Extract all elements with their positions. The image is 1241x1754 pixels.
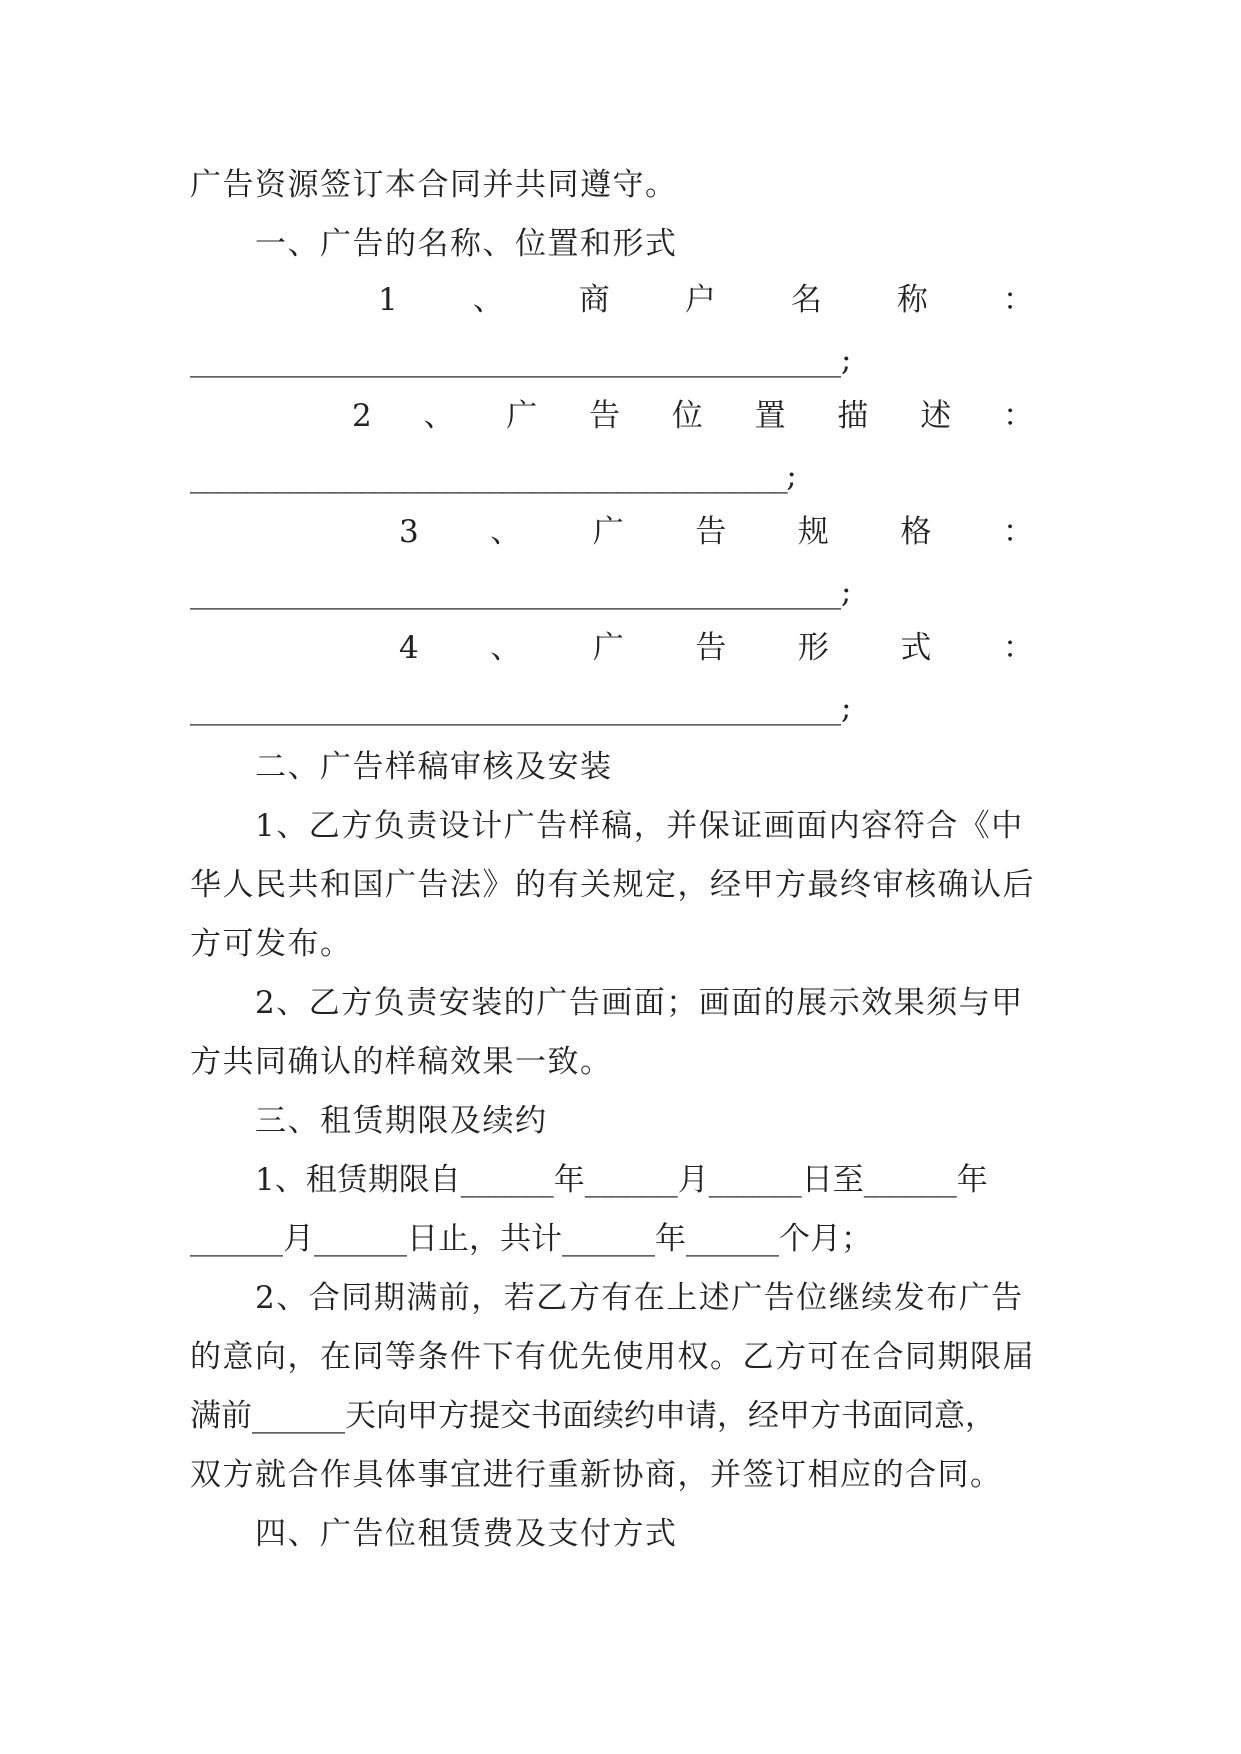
blank-fill-line: __________________________________________; — [190, 690, 852, 726]
paragraph-line: 方共同确认的样稿效果一致。 — [190, 1044, 613, 1080]
blank-fill-line: __________________________________________; — [190, 342, 852, 378]
paragraph-line: 1、租赁期限自______年______月______日至______年 — [255, 1162, 988, 1198]
blank-fill-line: __________________________________________; — [190, 574, 852, 610]
paragraph-line: 双方就合作具体事宜进行重新协商，并签订相应的合同。 — [190, 1457, 1003, 1493]
field-label-merchant-name: 1 、 商 户 名 称 ： — [378, 282, 1034, 318]
paragraph-line: 的意向，在同等条件下有优先使用权。乙方可在合同期限届 — [190, 1339, 1035, 1375]
paragraph-line: ______月______日止，共计______年______个月； — [190, 1221, 872, 1257]
field-label-ad-location: 2 、 广 告 位 置 描 述 ： — [352, 398, 1034, 434]
section-heading-4: 四、广告位租赁费及支付方式 — [255, 1516, 678, 1552]
paragraph-line: 广告资源签订本合同并共同遵守。 — [190, 167, 678, 203]
section-heading-1: 一、广告的名称、位置和形式 — [255, 226, 678, 262]
paragraph-line: 2、合同期满前，若乙方有在上述广告位继续发布广告 — [255, 1280, 1024, 1316]
paragraph-line: 华人民共和国广告法》的有关规定，经甲方最终审核确认后 — [190, 867, 1035, 903]
field-label-ad-form: 4 、 广 告 形 式 ： — [399, 630, 1034, 666]
paragraph-line: 1、乙方负责设计广告样稿，并保证画面内容符合《中 — [255, 808, 1024, 844]
paragraph-line: 满前______天向甲方提交书面续约申请，经甲方书面同意， — [190, 1398, 996, 1434]
paragraph-line: 方可发布。 — [190, 926, 353, 962]
paragraph-line: 2、乙方负责安装的广告画面；画面的展示效果须与甲 — [255, 985, 1024, 1021]
section-heading-3: 三、租赁期限及续约 — [255, 1103, 548, 1139]
section-heading-2: 二、广告样稿审核及安装 — [255, 749, 613, 785]
blank-fill-line: __________________________________________; — [190, 458, 796, 494]
field-label-ad-spec: 3 、 广 告 规 格 ： — [399, 514, 1034, 550]
